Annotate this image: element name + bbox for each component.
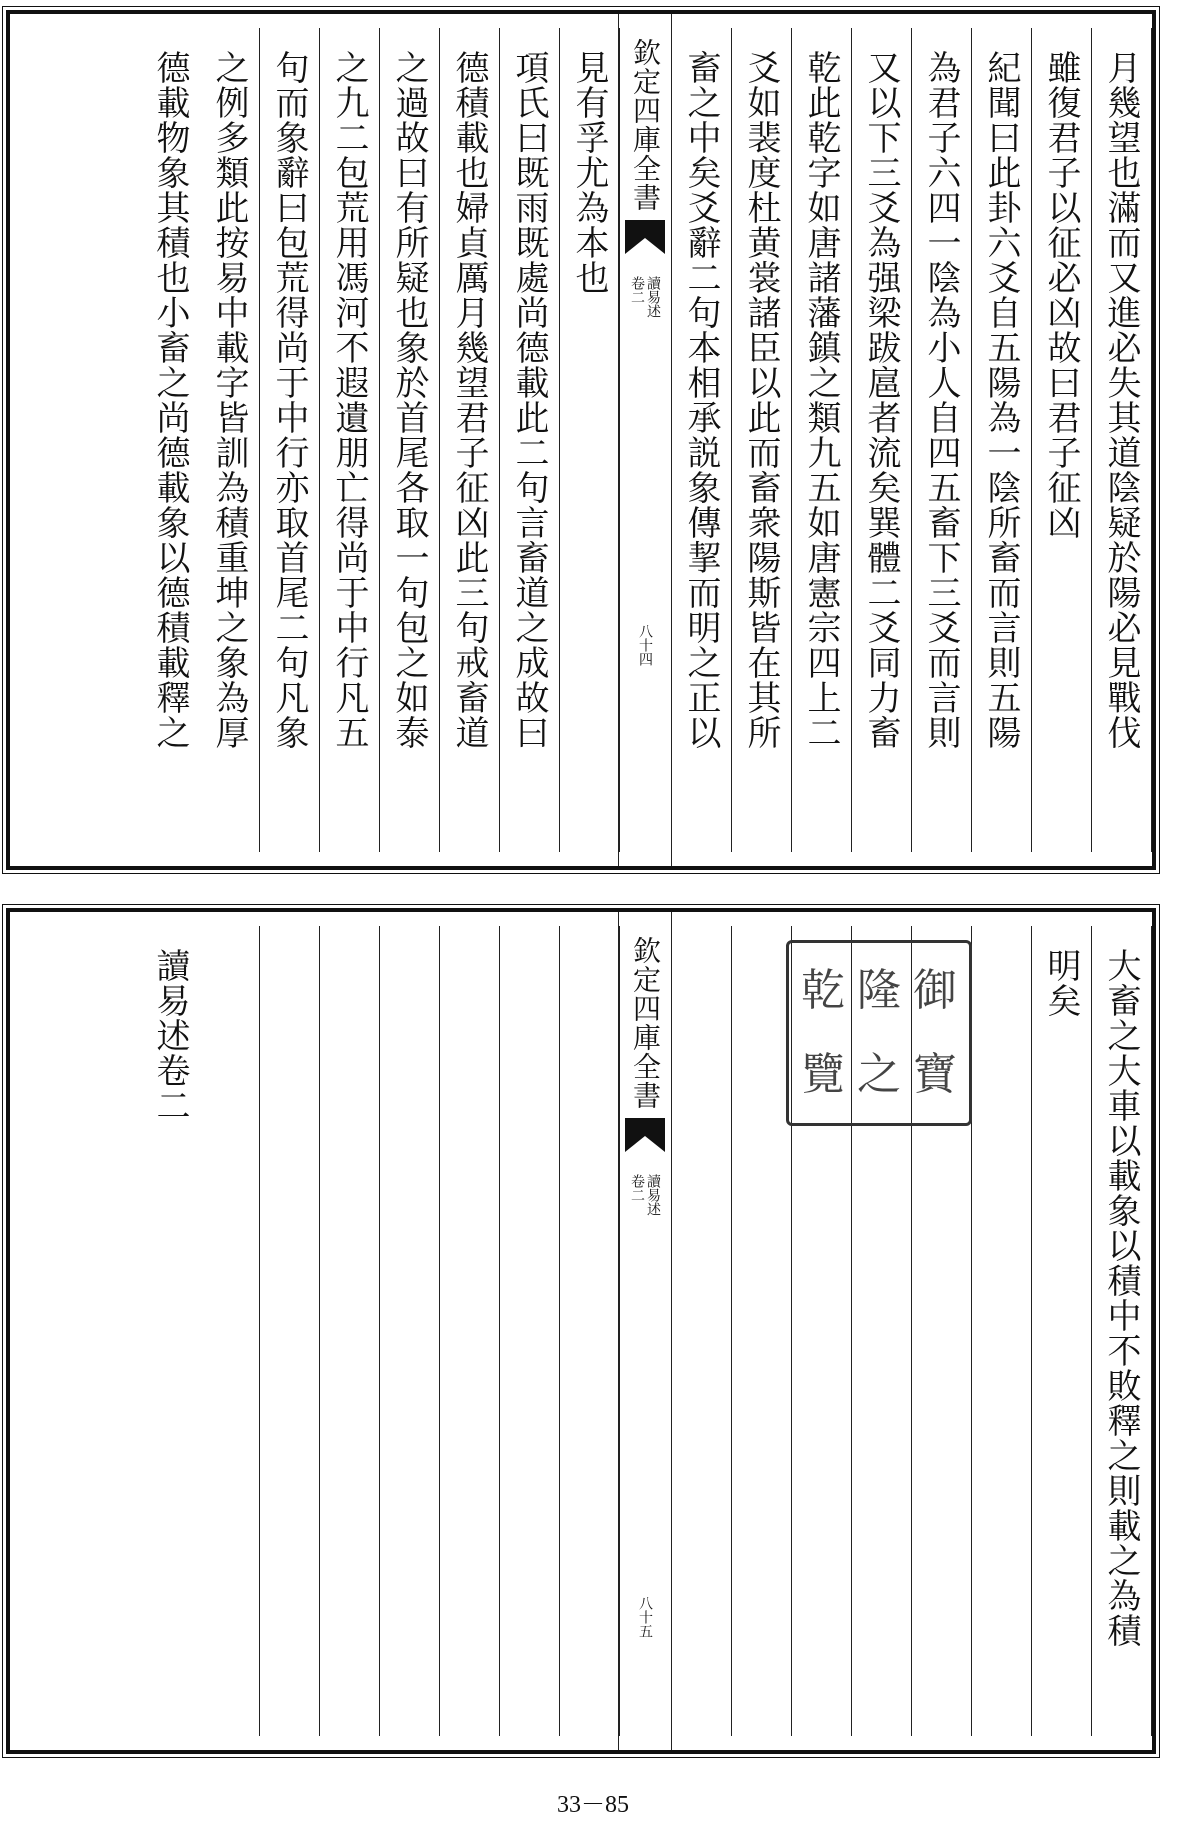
- column-text: 雖復君子以征必凶故曰君子征凶: [1041, 50, 1081, 540]
- text-column: [671, 28, 732, 852]
- text-column: [439, 28, 500, 852]
- text-column: [319, 28, 380, 852]
- folio-number: 八十四: [637, 624, 653, 666]
- volume-label: 卷二: [629, 276, 645, 304]
- text-column: [379, 926, 440, 1736]
- text-column: [1031, 28, 1092, 852]
- column-text: 畜之中矣爻辭二句本相承説象傳挈而明之正以: [681, 50, 721, 750]
- text-column: [1031, 926, 1092, 1736]
- volume-label: 卷二: [629, 1174, 645, 1202]
- text-column: [559, 926, 620, 1736]
- text-column: [379, 28, 440, 852]
- text-column: [1091, 926, 1152, 1736]
- column-text: 明矣: [1041, 948, 1081, 1018]
- collection-title: 欽定四庫全書: [629, 936, 662, 1110]
- column-text: 為君子六四一陰為小人自四五畜下三爻而言則: [921, 50, 961, 750]
- text-column: [140, 926, 200, 1736]
- column-text: 項氏曰既雨既處尚德載此二句言畜道之成故曰: [509, 50, 549, 750]
- text-column: [671, 926, 732, 1736]
- text-column: [140, 28, 200, 852]
- text-column: [731, 926, 792, 1736]
- text-column: [971, 28, 1032, 852]
- column-text: 紀聞曰此卦六爻自五陽為一陰所畜而言則五陽: [981, 50, 1021, 750]
- text-column: [499, 28, 560, 852]
- closing-title: 讀易述卷二: [150, 948, 190, 1123]
- seal-char: 御: [913, 965, 957, 1016]
- column-text: 見有孚尤為本也: [569, 50, 609, 295]
- page-bottom: [6, 908, 1156, 1754]
- book-label: [630, 1174, 660, 1216]
- fishtail-mark-icon: [625, 1118, 665, 1152]
- seal-char: 覽: [801, 1049, 845, 1100]
- column-text: 之過故曰有所疑也象於首尾各取一句包之如泰: [389, 50, 429, 750]
- text-column: [1091, 28, 1152, 852]
- text-column: [971, 926, 1032, 1736]
- column-text: 句而象辭曰包荒得尚于中行亦取首尾二句凡象: [269, 50, 309, 750]
- column-text: 德積載也婦貞厲月幾望君子征凶此三句戒畜道: [449, 50, 489, 750]
- fishtail-mark-icon: [625, 220, 665, 254]
- text-column: [319, 926, 380, 1736]
- column-text: 又以下三爻為强梁跋扈者流矣巽體二爻同力畜: [861, 50, 901, 750]
- column-text: 德載物象其積也小畜之尚德載象以德積載釋之: [150, 50, 190, 750]
- center-fold: [618, 14, 672, 866]
- text-column: [851, 28, 912, 852]
- text-column: [199, 28, 260, 852]
- column-text: 之例多類此按易中載字皆訓為積重坤之象為厚: [209, 50, 249, 750]
- seal-char: 乾: [801, 965, 845, 1016]
- book-title: 讀易述: [645, 1174, 661, 1216]
- text-column: [911, 28, 972, 852]
- text-column: [559, 28, 620, 852]
- column-text: 乾此乾字如唐諸藩鎮之類九五如唐憲宗四上二: [801, 50, 841, 750]
- text-column: [791, 28, 852, 852]
- collection-title: 欽定四庫全書: [629, 38, 662, 212]
- text-column: [731, 28, 792, 852]
- book-title: 讀易述: [645, 276, 661, 318]
- column-text: 月幾望也滿而又進必失其道陰疑於陽必見戰伐: [1101, 50, 1141, 750]
- column-text: 之九二包荒用馮河不遐遺朋亡得尚于中行凡五: [329, 50, 369, 750]
- book-label: [630, 276, 660, 318]
- text-column: [439, 926, 500, 1736]
- column-text: 大畜之大車以載象以積中不敗釋之則載之為積: [1101, 948, 1141, 1648]
- imperial-seal: [786, 940, 972, 1126]
- center-fold: [618, 912, 672, 1750]
- column-text: 爻如裴度杜黄裳諸臣以此而畜衆陽斯皆在其所: [741, 50, 781, 750]
- folio-number: 八十五: [637, 1596, 653, 1638]
- text-column: [259, 926, 320, 1736]
- text-column: [259, 28, 320, 852]
- text-column: [499, 926, 560, 1736]
- text-column: [199, 926, 260, 1736]
- page-footer-number: 33－85: [557, 1792, 629, 1818]
- seal-char: 寶: [913, 1049, 957, 1100]
- seal-char: 隆: [857, 965, 901, 1016]
- seal-char: 之: [857, 1049, 901, 1100]
- page-top: [6, 10, 1156, 870]
